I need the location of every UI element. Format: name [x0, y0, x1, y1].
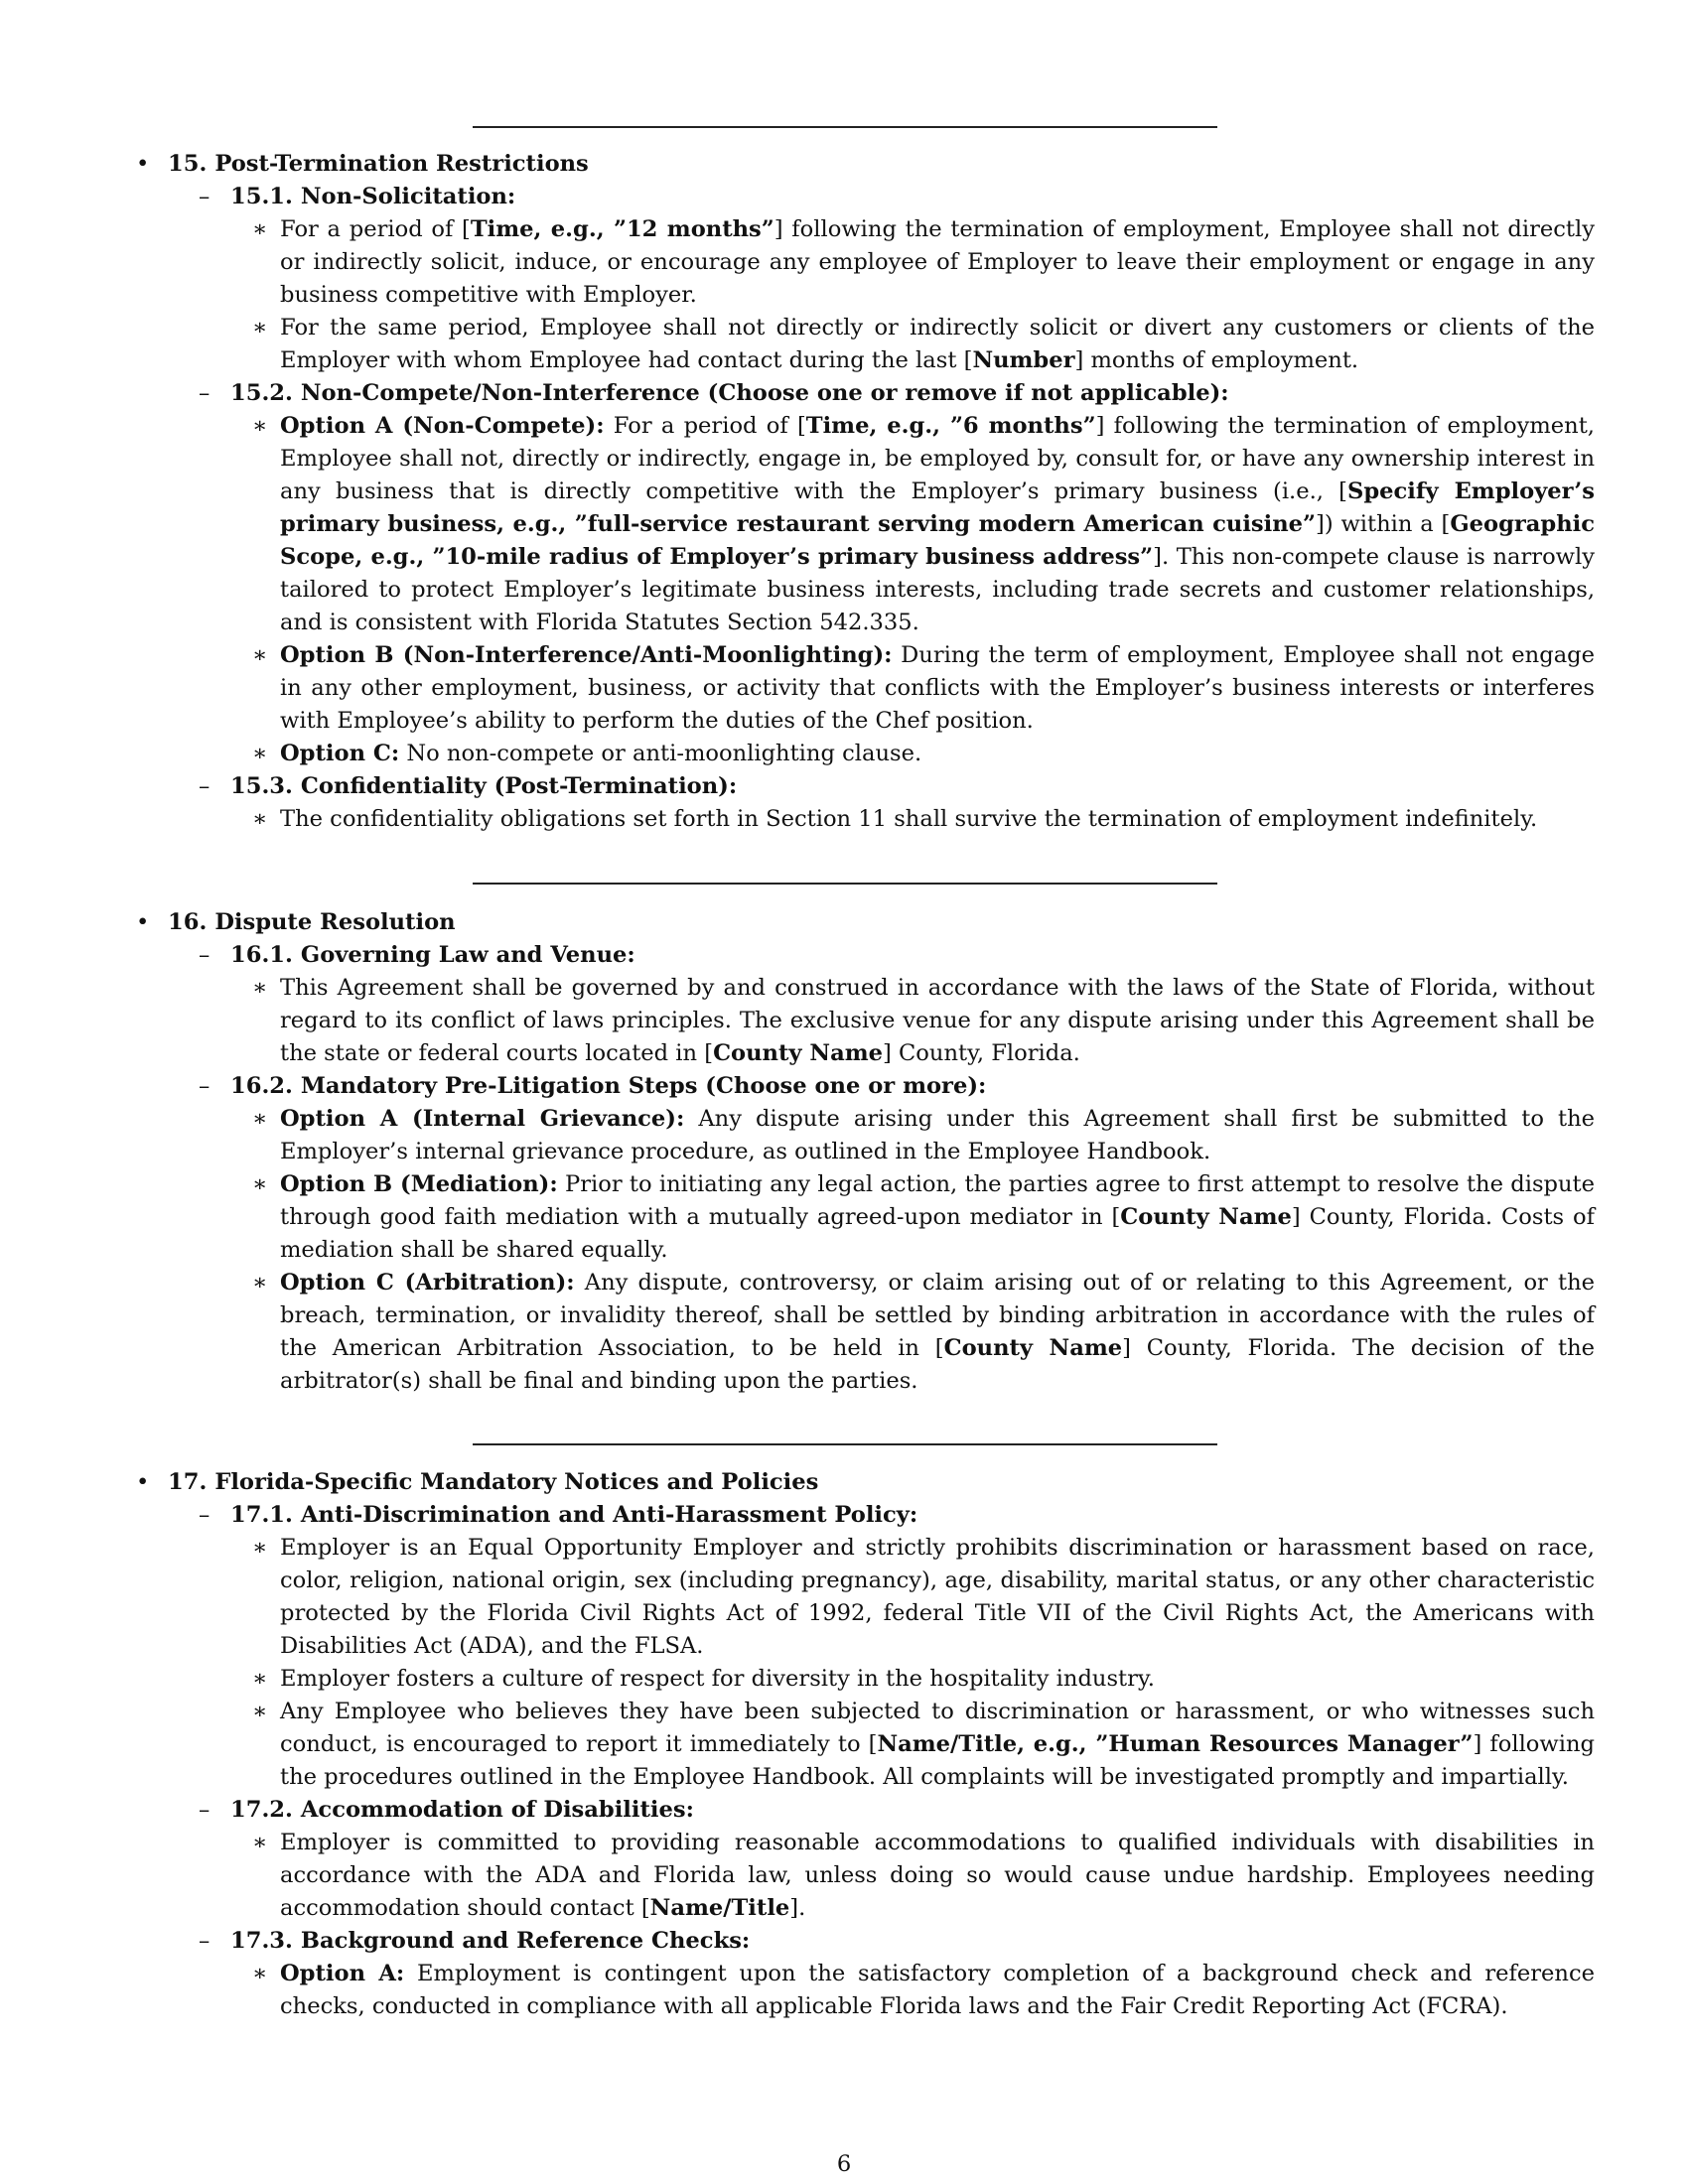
subsection-heading: – 16.1. Governing Law and Venue:: [0, 939, 1688, 972]
dash-icon: –: [199, 1073, 211, 1099]
subsection-heading: – 17.1. Anti-Discrimination and Anti-Harassment Policy:: [0, 1499, 1688, 1532]
list-item: ∗ The confidentiality obligations set forth in Section 11 shall survive the termination of employment indefinitely.: [0, 803, 1595, 836]
list-item: ∗ This Agreement shall be governed by and construed in accordance with the laws of the State of Florida, without regard to its conflict of laws principles. The exclusive venue for any dispute arising under this Agreement shall be the state or federal courts located in [County Name] County, Florida.: [0, 972, 1595, 1070]
list-item: ∗ Option B (Non-Interference/Anti-Moonlighting): During the term of employment, Employee shall not engage in any other employment, business, or activity that conflicts with the Employer’s business interests or interferes with Employee’s ability to perform the duties of the Chef position.: [0, 639, 1595, 738]
list-item: ∗ Option A (Internal Grievance): Any dispute arising under this Agreement shall first be submitted to the Employer’s internal grievance procedure, as outlined in the Employee Handbook.: [0, 1103, 1595, 1168]
asterisk-icon: ∗: [252, 1270, 268, 1296]
horizontal-rule: [473, 126, 1217, 128]
asterisk-icon: ∗: [252, 741, 268, 766]
list-item: ∗ For the same period, Employee shall not directly or indirectly solicit or divert any customers or clients of the Employer with whom Employee had contact during the last [Number] months of employment.: [0, 312, 1595, 377]
asterisk-icon: ∗: [252, 413, 268, 439]
section-heading: • 15. Post-Termination Restrictions: [0, 148, 1688, 181]
bullet-icon: •: [136, 151, 150, 177]
list-item: ∗ Option B (Mediation): Prior to initiating any legal action, the parties agree to first attempt to resolve the dispute through good faith mediation with a mutually agreed-upon mediator in [County Name] County, Florida. Costs of mediation shall be shared equally.: [0, 1168, 1595, 1267]
list-item: ∗ For a period of [Time, e.g., ”12 months”] following the termination of employment, Employee shall not directly or indirectly solicit, induce, or encourage any employee of Employer to leave their employment or engage in any business competitive with Employer.: [0, 213, 1595, 312]
subsection-heading: – 15.1. Non-Solicitation:: [0, 181, 1688, 213]
asterisk-icon: ∗: [252, 1171, 268, 1197]
asterisk-icon: ∗: [252, 1830, 268, 1855]
asterisk-icon: ∗: [252, 216, 268, 242]
list-item: ∗ Option C: No non-compete or anti-moonlighting clause.: [0, 738, 1595, 770]
asterisk-icon: ∗: [252, 1699, 268, 1724]
section-16: [0, 906, 1688, 1398]
list-item: ∗ Any Employee who believes they have been subjected to discrimination or harassment, or who witnesses such conduct, is encouraged to report it immediately to [Name/Title, e.g., ”Human Resources Manager”] following the procedures outlined in the Employee Handbook. All complaints will be investigated promptly and impartially.: [0, 1696, 1595, 1794]
list-item: ∗ Employer fosters a culture of respect for diversity in the hospitality industry.: [0, 1663, 1595, 1696]
dash-icon: –: [199, 1928, 211, 1954]
asterisk-icon: ∗: [252, 1535, 268, 1561]
asterisk-icon: ∗: [252, 642, 268, 668]
page-number: 6: [836, 2151, 852, 2177]
asterisk-icon: ∗: [252, 315, 268, 341]
list-item: ∗ Option A: Employment is contingent upon the satisfactory completion of a background check and reference checks, conducted in compliance with all applicable Florida laws and the Fair Credit Reporting Act (FCRA).: [0, 1958, 1595, 2023]
list-item: ∗ Option C (Arbitration): Any dispute, controversy, or claim arising out of or relating to this Agreement, or the breach, termination, or invalidity thereof, shall be settled by binding arbitration in accordance with the rules of the American Arbitration Association, to be held in [County Name] County, Florida. The decision of the arbitrator(s) shall be final and binding upon the parties.: [0, 1267, 1595, 1398]
section-15: [0, 148, 1688, 836]
dash-icon: –: [199, 942, 211, 968]
dash-icon: –: [199, 1502, 211, 1528]
asterisk-icon: ∗: [252, 1961, 268, 1986]
dash-icon: –: [199, 184, 211, 209]
asterisk-icon: ∗: [252, 1666, 268, 1692]
list-item: ∗ Employer is an Equal Opportunity Employer and strictly prohibits discrimination or harassment based on race, color, religion, national origin, sex (including pregnancy), age, disability, marital status, or any other characteristic protected by the Florida Civil Rights Act of 1992, federal Title VII of the Civil Rights Act, the Americans with Disabilities Act (ADA), and the FLSA.: [0, 1532, 1595, 1663]
asterisk-icon: ∗: [252, 975, 268, 1001]
bullet-icon: •: [136, 1469, 150, 1495]
bullet-icon: •: [136, 909, 150, 935]
horizontal-rule: [473, 1443, 1217, 1445]
subsection-heading: – 15.2. Non-Compete/Non-Interference (Choose one or remove if not applicable):: [0, 377, 1688, 410]
section-heading: • 17. Florida-Specific Mandatory Notices and Policies: [0, 1466, 1688, 1499]
list-item: ∗ Option A (Non-Compete): For a period of [Time, e.g., ”6 months”] following the termination of employment, Employee shall not, directly or indirectly, engage in, be employed by, consult for, or have any ownership interest in any business that is directly competitive with the Employer’s primary business (i.e., [Specify Employer’s primary business, e.g., ”full-service restaurant serving modern American cuisine”]) within a [Geographic Scope, e.g., ”10-mile radius of Employer’s primary business address”]. This non-compete clause is narrowly tailored to protect Employer’s legitimate business interests, including trade secrets and customer relationships, and is consistent with Florida Statutes Section 542.335.: [0, 410, 1595, 639]
section-17: [0, 1466, 1688, 2023]
subsection-heading: – 17.3. Background and Reference Checks:: [0, 1925, 1688, 1958]
section-heading: • 16. Dispute Resolution: [0, 906, 1688, 939]
asterisk-icon: ∗: [252, 806, 268, 832]
subsection-heading: – 16.2. Mandatory Pre-Litigation Steps (Choose one or more):: [0, 1070, 1688, 1103]
horizontal-rule: [473, 883, 1217, 885]
dash-icon: –: [199, 1797, 211, 1823]
dash-icon: –: [199, 380, 211, 406]
subsection-heading: – 17.2. Accommodation of Disabilities:: [0, 1794, 1688, 1827]
asterisk-icon: ∗: [252, 1106, 268, 1132]
subsection-heading: – 15.3. Confidentiality (Post-Termination):: [0, 770, 1688, 803]
dash-icon: –: [199, 773, 211, 799]
list-item: ∗ Employer is committed to providing reasonable accommodations to qualified individuals with disabilities in accordance with the ADA and Florida law, unless doing so would cause undue hardship. Employees needing accommodation should contact [Name/Title].: [0, 1827, 1595, 1925]
